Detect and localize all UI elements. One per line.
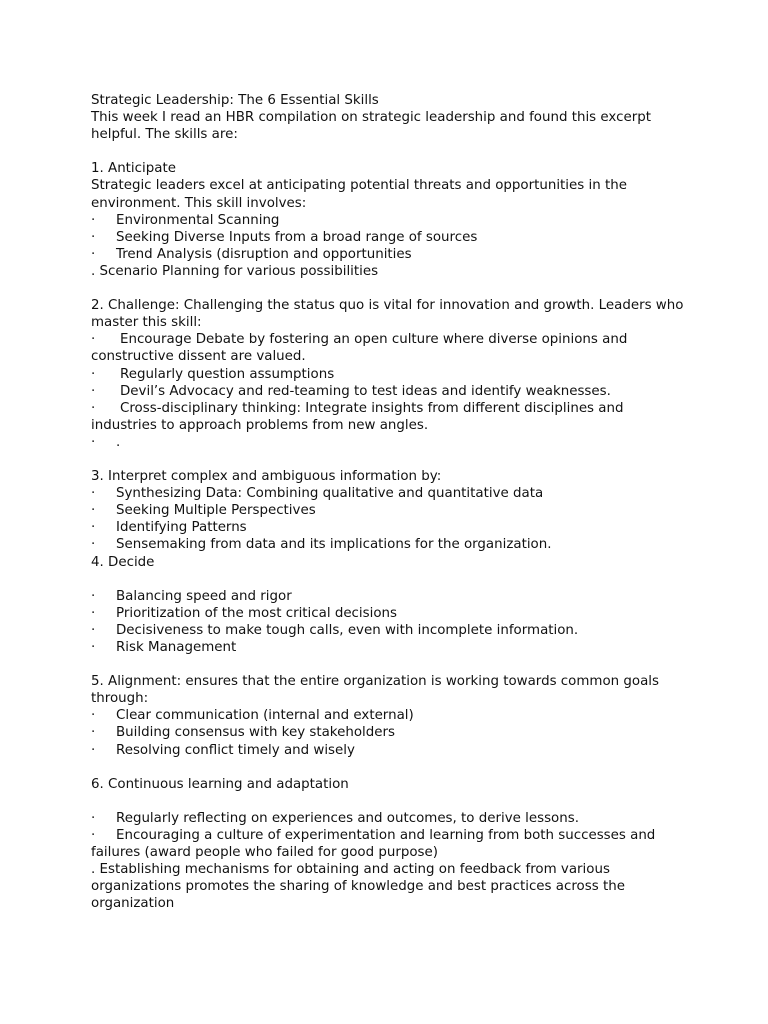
bullet-icon: · <box>91 588 96 604</box>
section-heading: master this skill: <box>91 315 202 331</box>
list-item-text: Cross-disciplinary thinking: Integrate insights from different disciplines and <box>120 400 624 416</box>
bullet-icon: · <box>91 605 96 621</box>
bullet-icon: · <box>91 828 96 844</box>
bullet-icon: · <box>91 520 96 536</box>
list-item-text: Sensemaking from data and its implications for the organization. <box>116 537 552 553</box>
section-heading: 6. Continuous learning and adaptation <box>91 776 349 792</box>
list-item <box>91 827 691 844</box>
spacer <box>91 571 691 588</box>
bullet-icon: · <box>91 383 96 399</box>
section-text: Strategic leaders excel at anticipating potential threats and opportunities in the <box>91 178 627 194</box>
bullet-icon: · <box>91 742 96 758</box>
bullet-icon: · <box>91 400 96 416</box>
bullet-icon: · <box>91 537 96 553</box>
list-item-text: Regularly question assumptions <box>120 366 335 382</box>
list-item <box>91 331 691 348</box>
list-item <box>91 229 691 246</box>
list-item-text: Devil’s Advocacy and red-teaming to test ideas and identify weaknesses. <box>120 383 611 399</box>
bullet-icon: · <box>91 503 96 519</box>
bullet-icon: · <box>91 622 96 638</box>
bullet-icon: · <box>91 366 96 382</box>
section-heading: 2. Challenge: Challenging the status quo is vital for innovation and growth. Leaders who <box>91 298 684 314</box>
list-item <box>91 724 691 741</box>
list-item <box>91 485 691 502</box>
bullet-icon: · <box>91 434 96 450</box>
document-title: Strategic Leadership: The 6 Essential Skills <box>91 93 379 108</box>
section-text: environment. This skill involves: <box>91 195 307 211</box>
list-item <box>91 622 691 639</box>
section-heading: 3. Interpret complex and ambiguous information by: <box>91 469 442 485</box>
bullet-icon: · <box>91 229 96 245</box>
list-item-text: Synthesizing Data: Combining qualitative and quantitative data <box>116 486 544 502</box>
section-text: . Scenario Planning for various possibilities <box>91 263 379 279</box>
list-item-continuation: constructive dissent are valued. <box>91 349 306 365</box>
list-item-text: Risk Management <box>116 640 237 655</box>
section-text: organizations promotes the sharing of knowledge and best practices across the <box>91 879 625 895</box>
section-text: organization <box>91 896 175 912</box>
bullet-icon: · <box>91 708 96 724</box>
list-item-text: Encourage Debate by fostering an open culture where diverse opinions and <box>120 332 628 348</box>
spacer <box>91 451 691 468</box>
list-item-text: Decisiveness to make tough calls, even with incomplete information. <box>116 622 579 638</box>
list-item <box>91 536 691 553</box>
list-item-text: Prioritization of the most critical decisions <box>116 605 397 621</box>
intro-line: This week I read an HBR compilation on strategic leadership and found this excerpt <box>91 110 651 126</box>
list-item <box>91 639 691 656</box>
spacer <box>91 280 691 297</box>
section-text: . Establishing mechanisms for obtaining and acting on feedback from various <box>91 862 610 878</box>
list-item <box>91 366 691 383</box>
list-item-continuation: failures (award people who failed for good purpose) <box>91 845 438 861</box>
spacer <box>91 759 691 776</box>
bullet-icon: · <box>91 725 96 741</box>
list-item-text: Building consensus with key stakeholders <box>116 725 395 741</box>
bullet-icon: · <box>91 212 96 228</box>
bullet-icon: · <box>91 810 96 826</box>
list-item-text: Resolving conflict timely and wisely <box>116 742 355 758</box>
list-item <box>91 707 691 724</box>
list-item-text: Clear communication (internal and external) <box>116 708 414 724</box>
list-item <box>91 434 691 451</box>
intro-line: helpful. The skills are: <box>91 127 238 143</box>
spacer <box>91 793 691 810</box>
list-item <box>91 588 691 605</box>
list-item <box>91 742 691 759</box>
list-item-continuation: industries to approach problems from new angles. <box>91 417 429 433</box>
list-item <box>91 212 691 229</box>
list-item <box>91 605 691 622</box>
list-item <box>91 519 691 536</box>
list-item <box>91 246 691 263</box>
list-item-text: Encouraging a culture of experimentation and learning from both successes and <box>116 828 656 844</box>
list-item-text: . <box>116 434 121 450</box>
list-item-text: Environmental Scanning <box>116 212 280 228</box>
section-heading: 4. Decide <box>91 554 155 570</box>
document-page <box>91 92 691 913</box>
list-item <box>91 502 691 519</box>
spacer <box>91 143 691 160</box>
list-item-text: Regularly reflecting on experiences and outcomes, to derive lessons. <box>116 810 579 826</box>
bullet-icon: · <box>91 332 96 348</box>
spacer <box>91 656 691 673</box>
bullet-icon: · <box>91 246 96 262</box>
list-item <box>91 383 691 400</box>
list-item <box>91 400 691 417</box>
list-item-text: Identifying Patterns <box>116 520 247 536</box>
list-item-text: Seeking Diverse Inputs from a broad range of sources <box>116 229 478 245</box>
list-item-text: Balancing speed and rigor <box>116 588 292 604</box>
section-heading: through: <box>91 691 149 707</box>
bullet-icon: · <box>91 640 96 655</box>
section-heading: 1. Anticipate <box>91 161 176 177</box>
bullet-icon: · <box>91 486 96 502</box>
list-item-text: Trend Analysis (disruption and opportunities <box>116 246 412 262</box>
section-heading: 5. Alignment: ensures that the entire organization is working towards common goals <box>91 674 659 690</box>
list-item-text: Seeking Multiple Perspectives <box>116 503 316 519</box>
list-item <box>91 810 691 827</box>
